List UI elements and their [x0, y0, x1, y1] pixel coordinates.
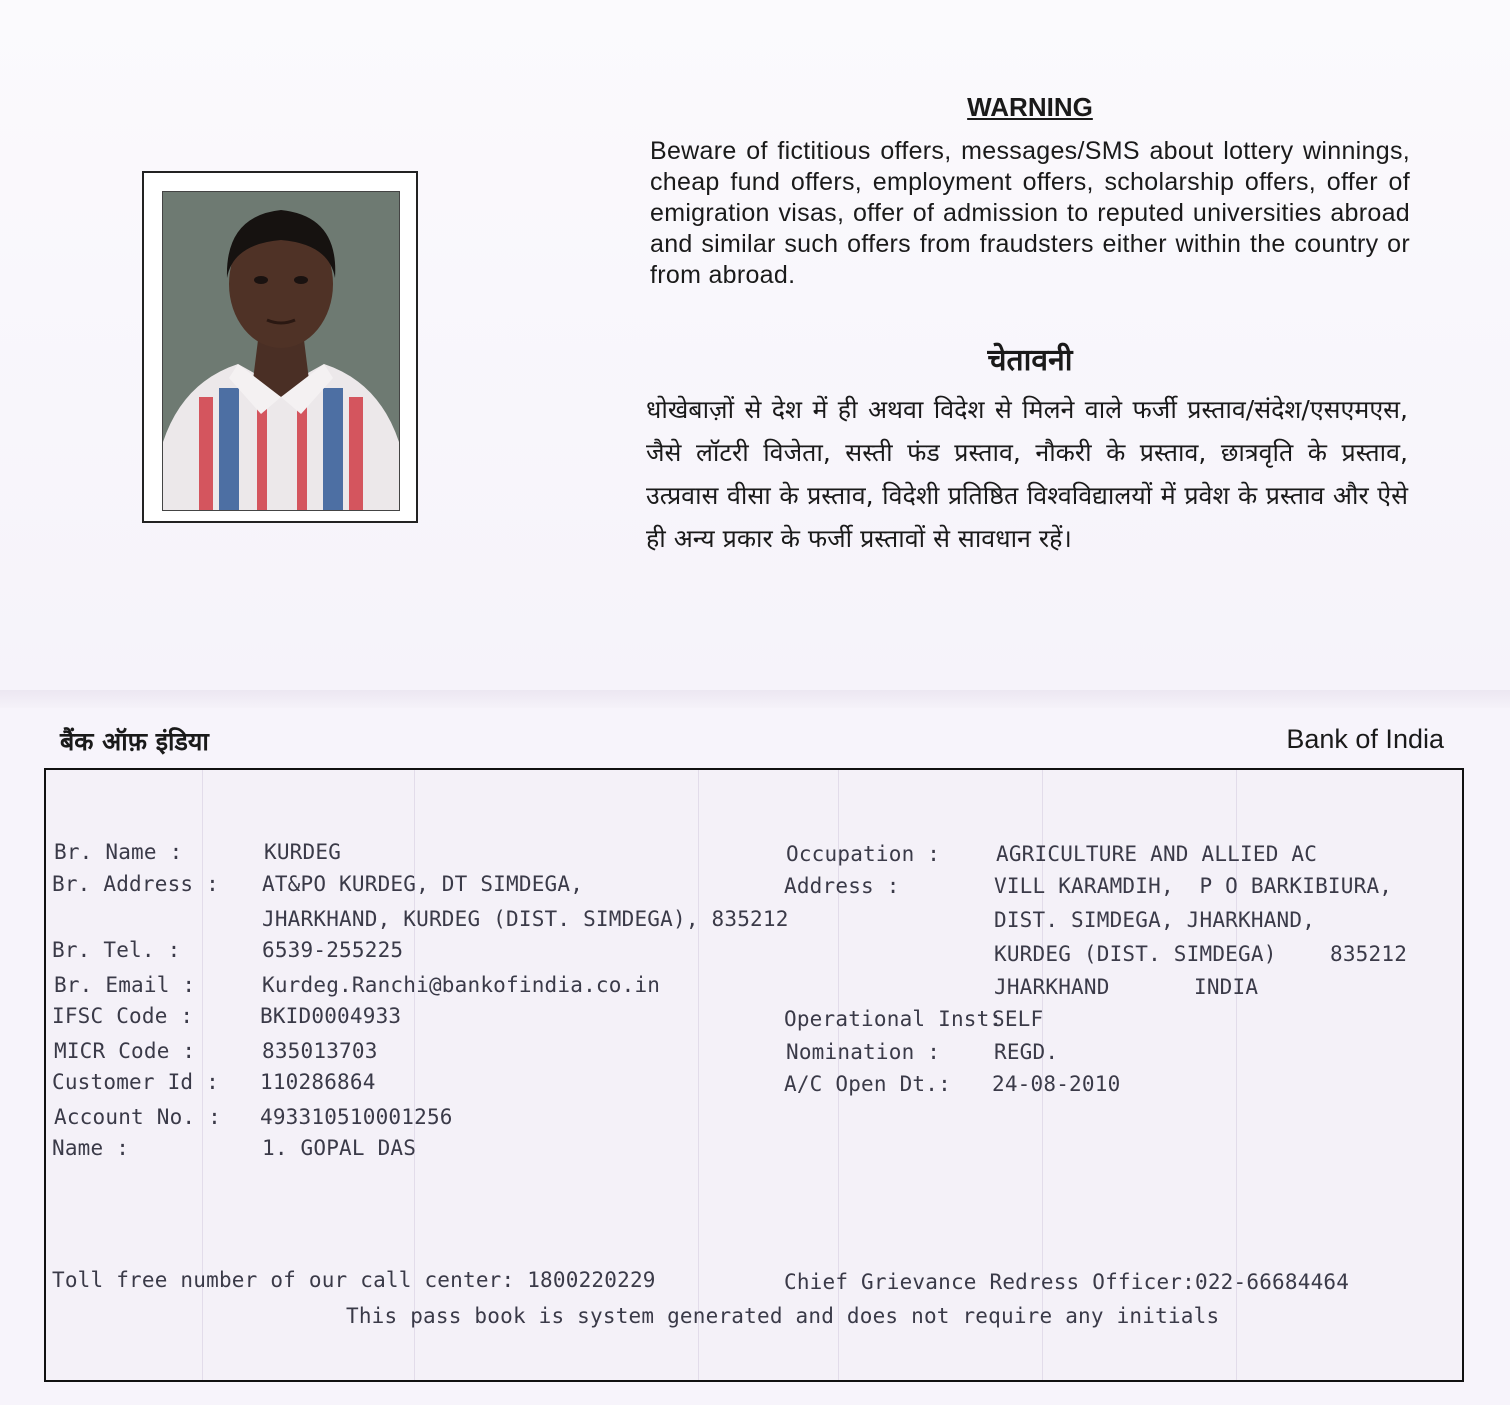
account-no-value: 493310510001256 — [260, 1105, 453, 1129]
bank-name-english: Bank of India — [1286, 724, 1444, 754]
occupation-label: Occupation : — [786, 842, 941, 866]
ifsc-code-value: BKID0004933 — [260, 1004, 402, 1028]
ac-open-date-label: A/C Open Dt.: — [784, 1072, 951, 1096]
br-email-value: Kurdeg.Ranchi@bankofindia.co.in — [262, 973, 661, 997]
micr-code-value: 835013703 — [262, 1039, 378, 1063]
address-label: Address : — [784, 874, 900, 898]
photo-frame — [142, 171, 418, 523]
warning-title-hindi: चेतावनी — [987, 343, 1073, 378]
address-pin: 835212 — [1330, 942, 1408, 966]
nomination-value: REGD. — [994, 1040, 1059, 1064]
warning-body: Beware of fictitious offers, messages/SMS about lottery winnings, cheap fund offers, employment offers, scholarship offers, offer of emigration visas, offer of admission to reputed universities abroad and similar such offers from fraudsters either within the country or from abroad. — [650, 137, 1410, 289]
grievance-officer: Chief Grievance Redress Officer:022-66684464 — [784, 1270, 1350, 1294]
system-generated-note: This pass book is system generated and does not require any initials — [346, 1304, 1220, 1328]
customer-photo — [162, 191, 400, 511]
account-no-label: Account No. : — [54, 1105, 221, 1129]
operational-inst-value: SELF — [992, 1007, 1044, 1031]
customer-photo-illustration — [163, 192, 399, 510]
ac-open-date-value: 24-08-2010 — [992, 1072, 1121, 1096]
br-address-value: AT&PO KURDEG, DT SIMDEGA, — [262, 872, 584, 896]
occupation-value: AGRICULTURE AND ALLIED AC — [996, 842, 1318, 866]
br-tel-label: Br. Tel. : — [52, 938, 181, 962]
name-label: Name : — [52, 1136, 130, 1160]
toll-free-number: Toll free number of our call center: 1800220229 — [52, 1268, 656, 1292]
br-address-label: Br. Address : — [52, 872, 219, 896]
customer-id-value: 110286864 — [260, 1070, 376, 1094]
operational-inst-label: Operational Inst: — [784, 1007, 1003, 1031]
address-line3: KURDEG (DIST. SIMDEGA) — [994, 942, 1277, 966]
nomination-label: Nomination : — [786, 1040, 941, 1064]
address-line1: VILL KARAMDIH, P O BARKIBIURA, — [994, 874, 1393, 898]
address-line2: DIST. SIMDEGA, JHARKHAND, — [994, 908, 1316, 932]
page-fold — [0, 690, 1510, 708]
br-name-label: Br. Name : — [54, 840, 183, 864]
faint-column-line — [698, 770, 699, 1380]
address-state: JHARKHAND — [994, 975, 1110, 999]
passbook-details-box — [44, 768, 1464, 1382]
name-value: 1. GOPAL DAS — [262, 1136, 417, 1160]
micr-code-label: MICR Code : — [54, 1039, 196, 1063]
bank-name-hindi: बैंक ऑफ़ इंडिया — [60, 727, 209, 756]
br-email-label: Br. Email : — [54, 973, 196, 997]
br-name-value: KURDEG — [264, 840, 342, 864]
br-address-value-cont: JHARKHAND, KURDEG (DIST. SIMDEGA), 835212 — [262, 907, 789, 931]
customer-id-label: Customer Id : — [52, 1070, 219, 1094]
warning-body-hindi: धोखेबाज़ों से देश में ही अथवा विदेश से मिलने वाले फर्जी प्रस्ताव/संदेश/एसएमएस, जैसे लॉटरी विजेता, सस्ती फंड प्रस्ताव, नौकरी के प्रस्ताव, छात्रवृति के प्रस्ताव, उत्प्रवास वीसा के प्रस्ताव, विदेशी प्रतिष्ठित विश्वविद्यालयों में प्रवेश के प्रस्ताव और ऐसे ही अन्य प्रकार के फर्जी प्रस्तावों से सावधान रहें। — [646, 395, 1408, 553]
warning-title: WARNING — [967, 92, 1093, 122]
address-country: INDIA — [1194, 975, 1259, 999]
ifsc-code-label: IFSC Code : — [52, 1004, 194, 1028]
br-tel-value: 6539-255225 — [262, 938, 404, 962]
